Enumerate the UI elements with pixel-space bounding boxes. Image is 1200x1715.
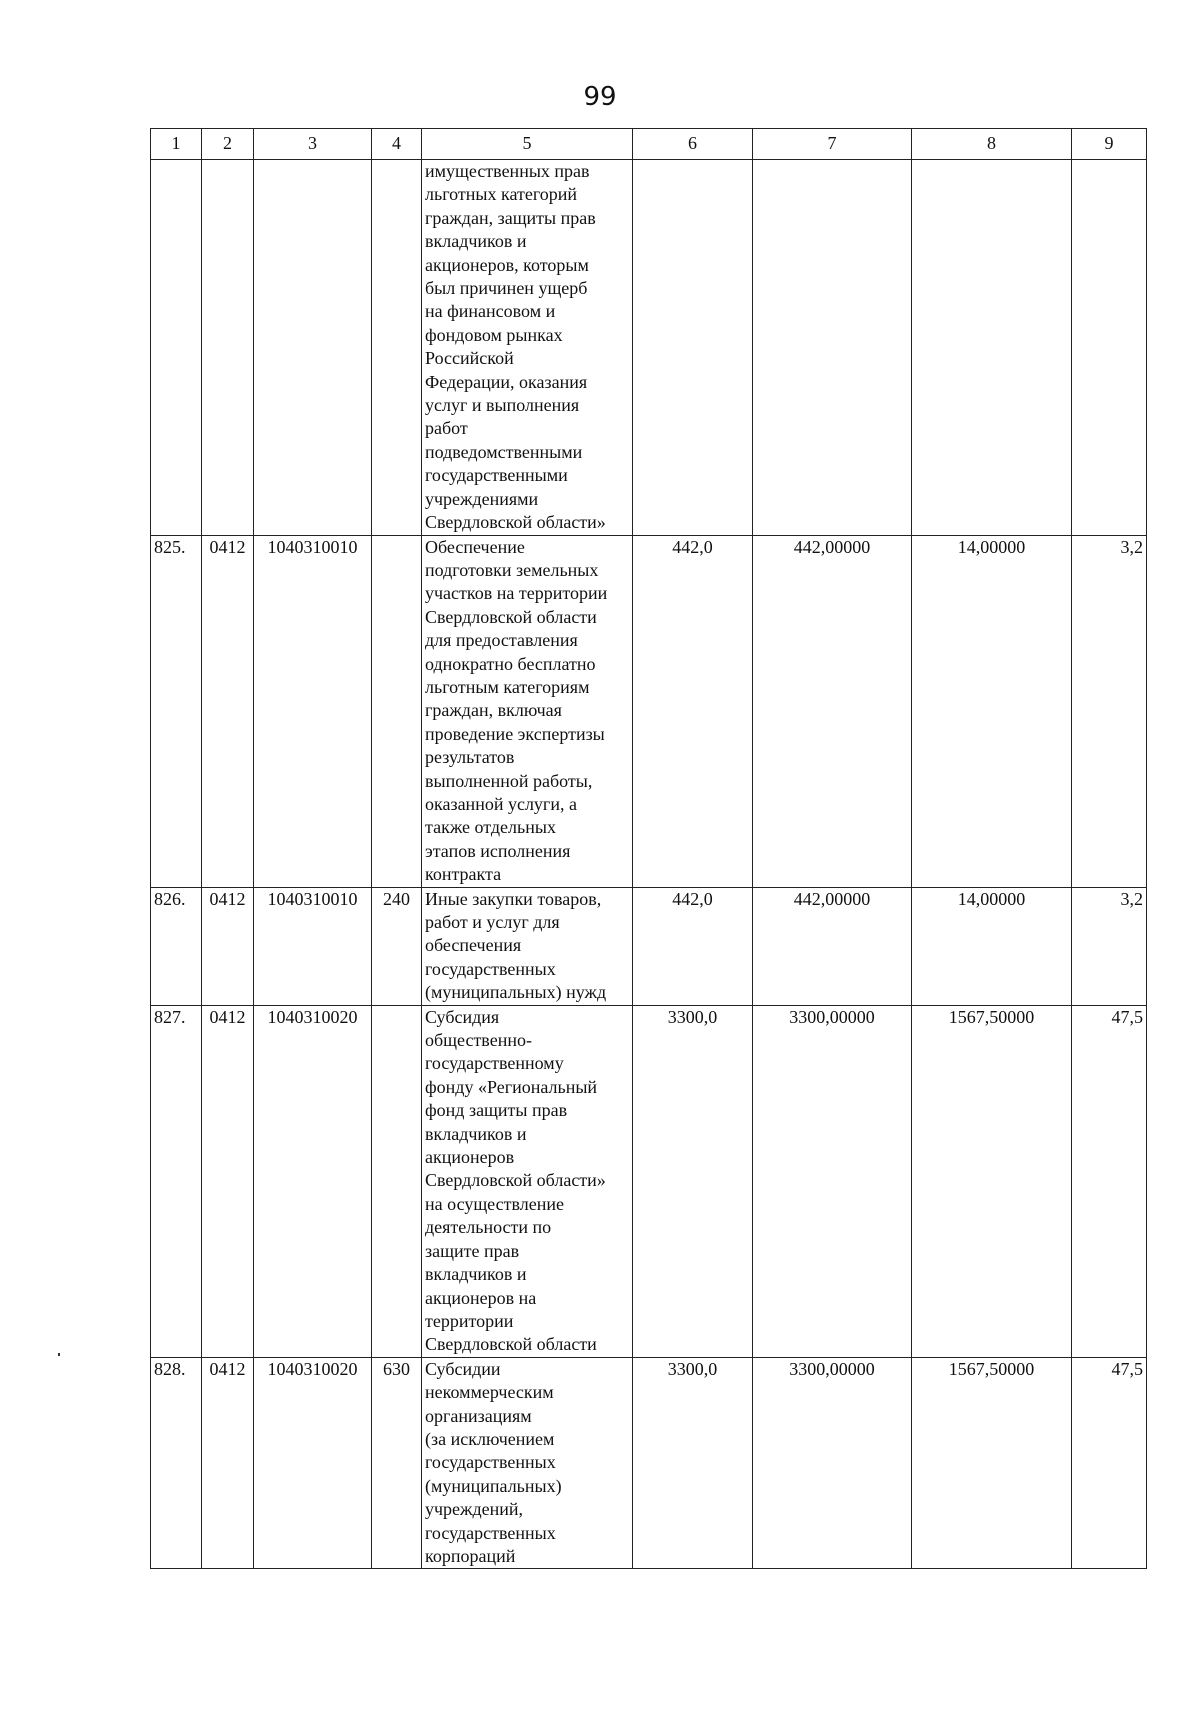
table-header <box>151 129 1147 160</box>
value-cell-9 <box>1072 160 1147 536</box>
value-cell-6 <box>633 160 753 536</box>
value-cell-9: 3,2 <box>1072 535 1147 887</box>
value-cell-8 <box>912 160 1072 536</box>
header-row <box>151 129 1147 160</box>
expense-type-cell: 630 <box>372 1357 422 1569</box>
row-number-cell: 825. <box>151 535 202 887</box>
column-header-3: 3 <box>254 129 372 160</box>
target-code-cell: 1040310010 <box>254 887 372 1005</box>
description-cell: Субсидия общественно- государственному фонду «Региональный фонд защиты прав вкладчиков и акционеров Свердловской области» на осуществление деятельности по защите прав вкладчиков и акционеров на территории Свердловской области <box>422 1005 633 1357</box>
column-header-5: 5 <box>422 129 633 160</box>
expense-type-cell <box>372 1005 422 1357</box>
row-number-cell <box>151 160 202 536</box>
value-cell-8: 14,00000 <box>912 887 1072 1005</box>
section-code-cell: 0412 <box>202 1005 254 1357</box>
value-cell-7: 3300,00000 <box>753 1005 912 1357</box>
expense-type-cell <box>372 535 422 887</box>
value-cell-6: 3300,0 <box>633 1005 753 1357</box>
table-row <box>151 887 1147 1005</box>
section-code-cell: 0412 <box>202 887 254 1005</box>
target-code-cell: 1040310020 <box>254 1357 372 1569</box>
section-code-cell: 0412 <box>202 535 254 887</box>
section-code-cell <box>202 160 254 536</box>
target-code-cell <box>254 160 372 536</box>
value-cell-7 <box>753 160 912 536</box>
value-cell-9: 3,2 <box>1072 887 1147 1005</box>
table-body <box>151 160 1147 1569</box>
expense-type-cell: 240 <box>372 887 422 1005</box>
target-code-cell: 1040310010 <box>254 535 372 887</box>
value-cell-8: 14,00000 <box>912 535 1072 887</box>
column-header-8: 8 <box>912 129 1072 160</box>
column-header-6: 6 <box>633 129 753 160</box>
section-code-cell: 0412 <box>202 1357 254 1569</box>
value-cell-7: 3300,00000 <box>753 1357 912 1569</box>
value-cell-9: 47,5 <box>1072 1005 1147 1357</box>
table-row <box>151 535 1147 887</box>
column-header-7: 7 <box>753 129 912 160</box>
value-cell-6: 442,0 <box>633 887 753 1005</box>
value-cell-7: 442,00000 <box>753 535 912 887</box>
row-number-cell: 828. <box>151 1357 202 1569</box>
budget-table <box>150 128 1147 1569</box>
column-header-9: 9 <box>1072 129 1147 160</box>
column-header-4: 4 <box>372 129 422 160</box>
column-header-2: 2 <box>202 129 254 160</box>
value-cell-8: 1567,50000 <box>912 1005 1072 1357</box>
description-cell: Субсидии некоммерческим организациям (за исключением государственных (муниципальных) учреждений, государственных корпораций <box>422 1357 633 1569</box>
value-cell-6: 442,0 <box>633 535 753 887</box>
value-cell-6: 3300,0 <box>633 1357 753 1569</box>
column-header-1: 1 <box>151 129 202 160</box>
expense-type-cell <box>372 160 422 536</box>
row-number-cell: 826. <box>151 887 202 1005</box>
value-cell-7: 442,00000 <box>753 887 912 1005</box>
row-number-cell: 827. <box>151 1005 202 1357</box>
scan-speck <box>58 1353 60 1356</box>
description-cell: Обеспечение подготовки земельных участков на территории Свердловской области для предоставления однократно бесплатно льготным категориям граждан, включая проведение экспертизы результатов выполненной работы, оказанной услуги, а также отдельных этапов исполнения контракта <box>422 535 633 887</box>
table-row <box>151 1357 1147 1569</box>
description-cell: Иные закупки товаров, работ и услуг для обеспечения государственных (муниципальных) нужд <box>422 887 633 1005</box>
description-cell: имущественных прав льготных категорий граждан, защиты прав вкладчиков и акционеров, которым был причинен ущерб на финансовом и фондовом рынках Российской Федерации, оказания услуг и выполнения работ подведомственными государственными учреждениями Свердловской области» <box>422 160 633 536</box>
value-cell-9: 47,5 <box>1072 1357 1147 1569</box>
table-row <box>151 1005 1147 1357</box>
target-code-cell: 1040310020 <box>254 1005 372 1357</box>
value-cell-8: 1567,50000 <box>912 1357 1072 1569</box>
page-number: 99 <box>583 82 617 112</box>
table-row <box>151 160 1147 536</box>
